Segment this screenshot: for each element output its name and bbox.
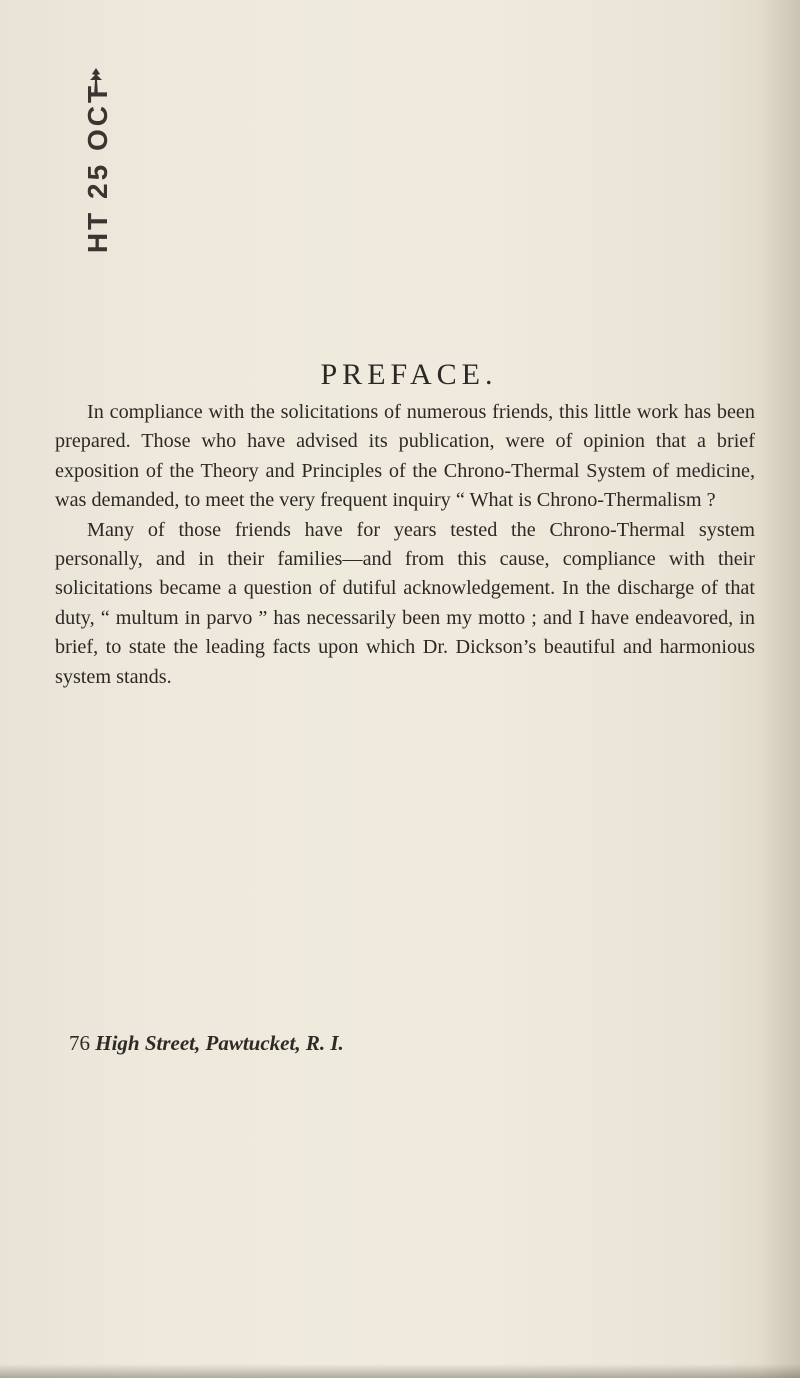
paragraph-1: In compliance with the solicitations of numerous friends, this little work has been prepared. Those who have advised its publication, were of opinion that a brief exposition of the Theory and Principles of the Chrono-Thermal System of medicine, was demanded, to meet the very frequent inquiry “ What is Chrono-Thermalism ? <box>55 401 755 512</box>
page-edge-shadow <box>760 0 800 1378</box>
imprint-number: 76 <box>69 1031 90 1055</box>
imprint-street: High Street, Pawtucket, R. I. <box>95 1031 344 1055</box>
imprint-address <box>69 1031 344 1056</box>
page-bottom-shadow <box>0 1364 800 1378</box>
preface-body <box>55 398 755 692</box>
page-title: PREFACE. <box>320 358 498 391</box>
stamp-text: HT 25 OCT <box>82 82 113 254</box>
paragraph-2: Many of those friends have for years tested the Chrono-Thermal system personally, and in their families—and from this cause, compliance with their solicitations became a question of dutiful acknowledgement. In the discharge of that duty, “ multum in parvo ” has necessarily been my motto ; and I have endeavored, in brief, to state the leading facts upon which Dr. Dickson’s beautiful and harmonious system stands. <box>55 518 755 688</box>
library-date-stamp <box>78 68 118 268</box>
